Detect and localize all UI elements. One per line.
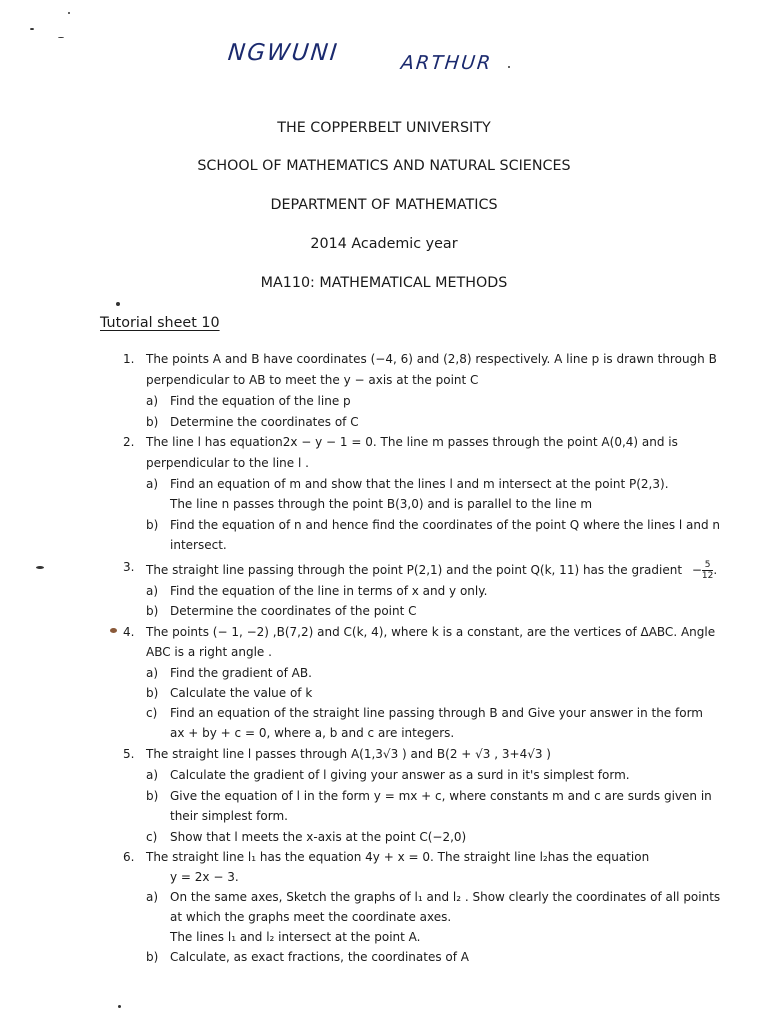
subpart-letter: b) [146, 950, 159, 964]
subpart-letter: a) [146, 394, 159, 408]
question-2-text-cont: perpendicular to the line l . [146, 456, 309, 470]
question-1-text-cont: perpendicular to AB to meet the y − axis at the point C [146, 373, 479, 387]
question-4-text-cont: ABC is a right angle . [146, 645, 272, 659]
subpart-letter: c) [146, 706, 158, 720]
question-number: 2. [123, 435, 135, 449]
question-2b-cont: intersect. [170, 538, 227, 552]
handwritten-last-name: ARTHUR [399, 52, 494, 74]
question-2b: Find the equation of n and hence find the coordinates of the point Q where the lines l and n [170, 518, 721, 532]
question-5c: Show that l meets the x-axis at the point C(−2,0) [170, 830, 467, 844]
university-name: THE COPPERBELT UNIVERSITY [277, 120, 491, 136]
question-6b: Calculate, as exact fractions, the coordinates of A [170, 950, 469, 964]
question-5b-cont: their simplest form. [170, 809, 288, 823]
question-6a-cont2: The lines l₁ and l₂ intersect at the point A. [170, 930, 421, 944]
scan-speck [68, 12, 70, 14]
scan-speck [118, 1005, 121, 1008]
academic-year: 2014 Academic year [310, 236, 458, 252]
subpart-letter: b) [146, 789, 159, 803]
question-1-text: The points A and B have coordinates (−4, 6) and (2,8) respectively. A line p is drawn through B [146, 352, 717, 366]
question-3-text-body: The straight line passing through the point P(2,1) and the point Q(k, 11) has the gradient [146, 563, 683, 577]
question-4c-cont: ax + by + c = 0, where a, b and c are integers. [170, 726, 455, 740]
subpart-letter: a) [146, 768, 159, 782]
subpart-letter: a) [146, 584, 159, 598]
question-number: 6. [123, 850, 135, 864]
question-1a: Find the equation of the line p [170, 394, 351, 408]
scan-speck [30, 28, 34, 30]
gradient-sign: − [691, 563, 702, 577]
question-4c: Find an equation of the straight line passing through B and Give your answer in the form [170, 706, 703, 720]
gradient-denominator: 12 [701, 571, 714, 581]
question-4-text: The points (− 1, −2) ,B(7,2) and C(k, 4), where k is a constant, are the vertices of ΔABC. Angle [146, 625, 716, 639]
school-name: SCHOOL OF MATHEMATICS AND NATURAL SCIENCES [197, 158, 571, 174]
tutorial-sheet-title: Tutorial sheet 10 [100, 315, 220, 331]
subpart-letter: a) [146, 477, 159, 491]
department-name: DEPARTMENT OF MATHEMATICS [270, 197, 498, 213]
subpart-letter: b) [146, 604, 159, 618]
subpart-letter: a) [146, 890, 159, 904]
question-number: 4. [123, 625, 135, 639]
question-number: 1. [123, 352, 135, 366]
gradient-numerator: 5 [702, 560, 713, 571]
subpart-letter: b) [146, 686, 159, 700]
question-number: 3. [123, 560, 135, 574]
gradient-period: . [713, 563, 718, 577]
question-2a-cont: The line n passes through the point B(3,0) and is parallel to the line m [170, 497, 593, 511]
scan-speck [36, 566, 44, 569]
question-4b: Calculate the value of k [170, 686, 313, 700]
question-6-text-cont: y = 2x − 3. [170, 870, 239, 884]
question-3a: Find the equation of the line in terms of x and y only. [170, 584, 488, 598]
course-title: MA110: MATHEMATICAL METHODS [260, 275, 508, 291]
subpart-letter: c) [146, 830, 158, 844]
scan-speck [508, 66, 510, 68]
question-5-text: The straight line l passes through A(1,3√3 ) and B(2 + √3 , 3+4√3 ) [146, 747, 551, 761]
question-number: 5. [123, 747, 135, 761]
question-5b: Give the equation of l in the form y = mx + c, where constants m and c are surds given in [170, 789, 712, 803]
gradient-fraction [702, 560, 713, 581]
question-3-text [146, 560, 717, 581]
subpart-letter: a) [146, 666, 159, 680]
question-2a: Find an equation of m and show that the lines l and m intersect at the point P(2,3). [170, 477, 669, 491]
scan-speck [110, 628, 117, 633]
question-4a: Find the gradient of AB. [170, 666, 312, 680]
question-6-text: The straight line l₁ has the equation 4y + x = 0. The straight line l₂has the equation [146, 850, 650, 864]
scan-speck [116, 302, 120, 306]
question-3b: Determine the coordinates of the point C [170, 604, 417, 618]
handwritten-first-name: NGWUNI [226, 40, 340, 66]
question-2-text: The line l has equation2x − y − 1 = 0. The line m passes through the point A(0,4) and is [146, 435, 678, 449]
question-5a: Calculate the gradient of l giving your answer as a surd in it's simplest form. [170, 768, 630, 782]
scan-speck [58, 37, 64, 38]
subpart-letter: b) [146, 415, 159, 429]
question-6a-cont: at which the graphs meet the coordinate axes. [170, 910, 452, 924]
question-1b: Determine the coordinates of C [170, 415, 359, 429]
question-6a: On the same axes, Sketch the graphs of l₁ and l₂ . Show clearly the coordinates of all points [170, 890, 721, 904]
subpart-letter: b) [146, 518, 159, 532]
